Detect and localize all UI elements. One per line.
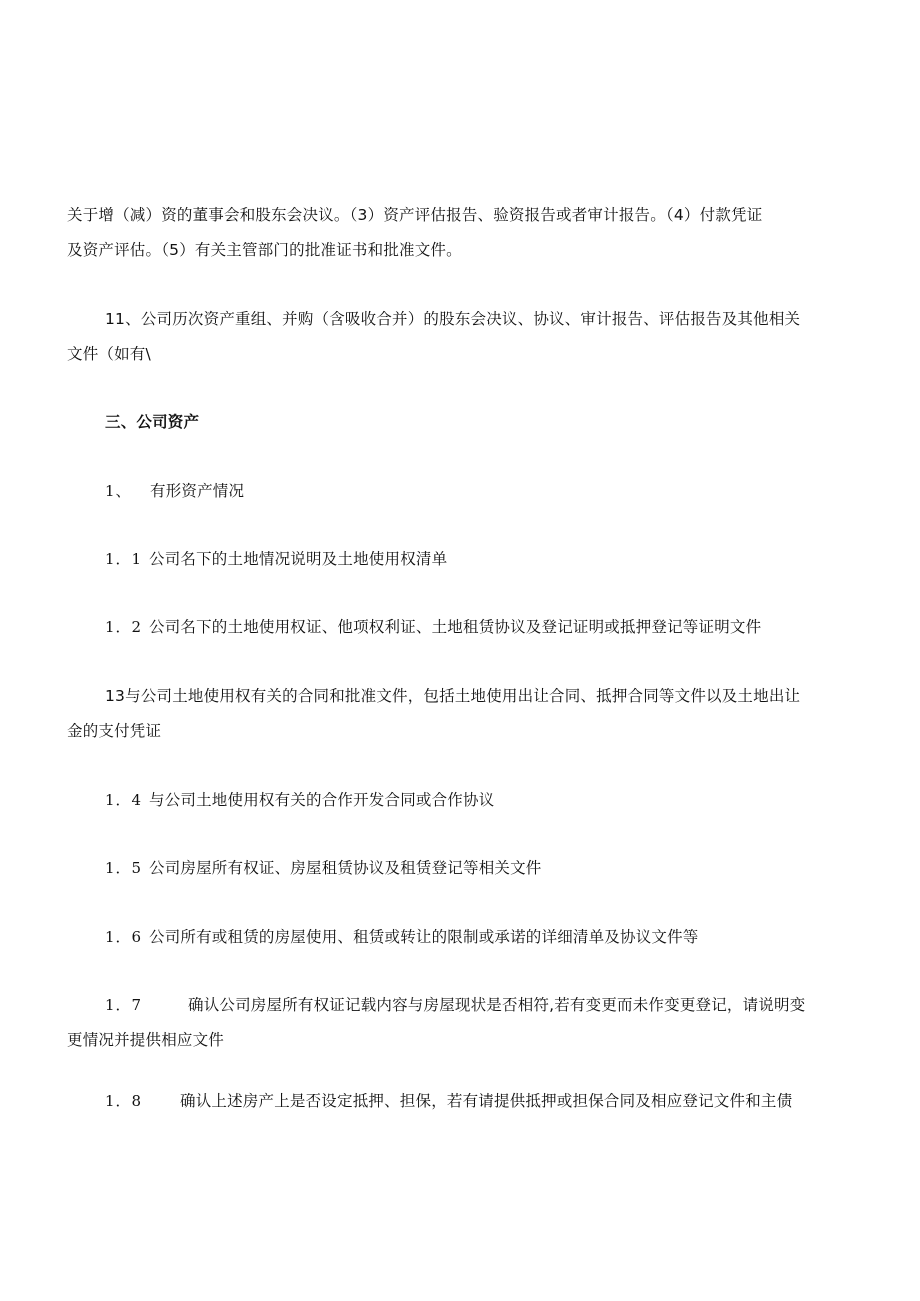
- list-item-1-1: [105, 549, 448, 569]
- item-text: 公司所有或租赁的房屋使用、租赁或转让的限制或承诺的详细清单及协议文件等: [149, 928, 699, 946]
- item-number: 1．2: [105, 618, 143, 636]
- item-number: 1．1: [105, 550, 143, 568]
- list-item-1-8: [105, 1091, 793, 1111]
- item-text: 有形资产情况: [150, 482, 245, 500]
- list-item-1: [105, 481, 245, 501]
- item-number: 1．4: [105, 791, 143, 809]
- item-text: 确认上述房产上是否设定抵押、担保，若有请提供抵押或担保合同及相应登记文件和主债: [180, 1092, 793, 1110]
- item-number: 1．8: [105, 1092, 143, 1110]
- item-number: 1．7: [105, 996, 143, 1014]
- item-11-line: 文件（如有\: [67, 345, 151, 363]
- item-text: 公司房屋所有权证、房屋租赁协议及租赁登记等相关文件: [149, 859, 542, 877]
- item-text: 公司名下的土地情况说明及土地使用权清单: [149, 550, 448, 568]
- list-item-1-3-line: 金的支付凭证: [67, 722, 162, 740]
- item-11-line: 11、公司历次资产重组、并购（含吸收合并）的股东会决议、协议、审计报告、评估报告及其他相关: [105, 310, 801, 328]
- item-text: 公司名下的土地使用权证、他项权利证、土地租赁协议及登记证明或抵押登记等证明文件: [149, 618, 762, 636]
- list-item-1-6: [105, 927, 699, 947]
- section-heading: 三、公司资产: [105, 413, 200, 431]
- list-item-1-7-line: 更情况并提供相应文件: [67, 1031, 225, 1049]
- list-item-1-4: [105, 790, 495, 810]
- item-number: 1、: [105, 482, 132, 500]
- list-item-1-2: [105, 617, 762, 637]
- list-item-1-7: [105, 995, 806, 1015]
- paragraph-line: 关于增（减）资的董事会和股东会决议。（3）资产评估报告、验资报告或者审计报告。（4）付款凭证: [67, 206, 763, 224]
- item-number: 1．5: [105, 859, 143, 877]
- item-text: 确认公司房屋所有权证记载内容与房屋现状是否相符,若有变更而未作变更登记，请说明变: [188, 996, 806, 1014]
- list-item-1-3-line: 13与公司土地使用权有关的合同和批准文件，包括土地使用出让合同、抵押合同等文件以及土地出让: [105, 687, 801, 705]
- paragraph-line: 及资产评估。（5）有关主管部门的批准证书和批准文件。: [67, 241, 462, 259]
- item-text: 与公司土地使用权有关的合作开发合同或合作协议: [149, 791, 495, 809]
- item-number: 1．6: [105, 928, 143, 946]
- list-item-1-5: [105, 858, 542, 878]
